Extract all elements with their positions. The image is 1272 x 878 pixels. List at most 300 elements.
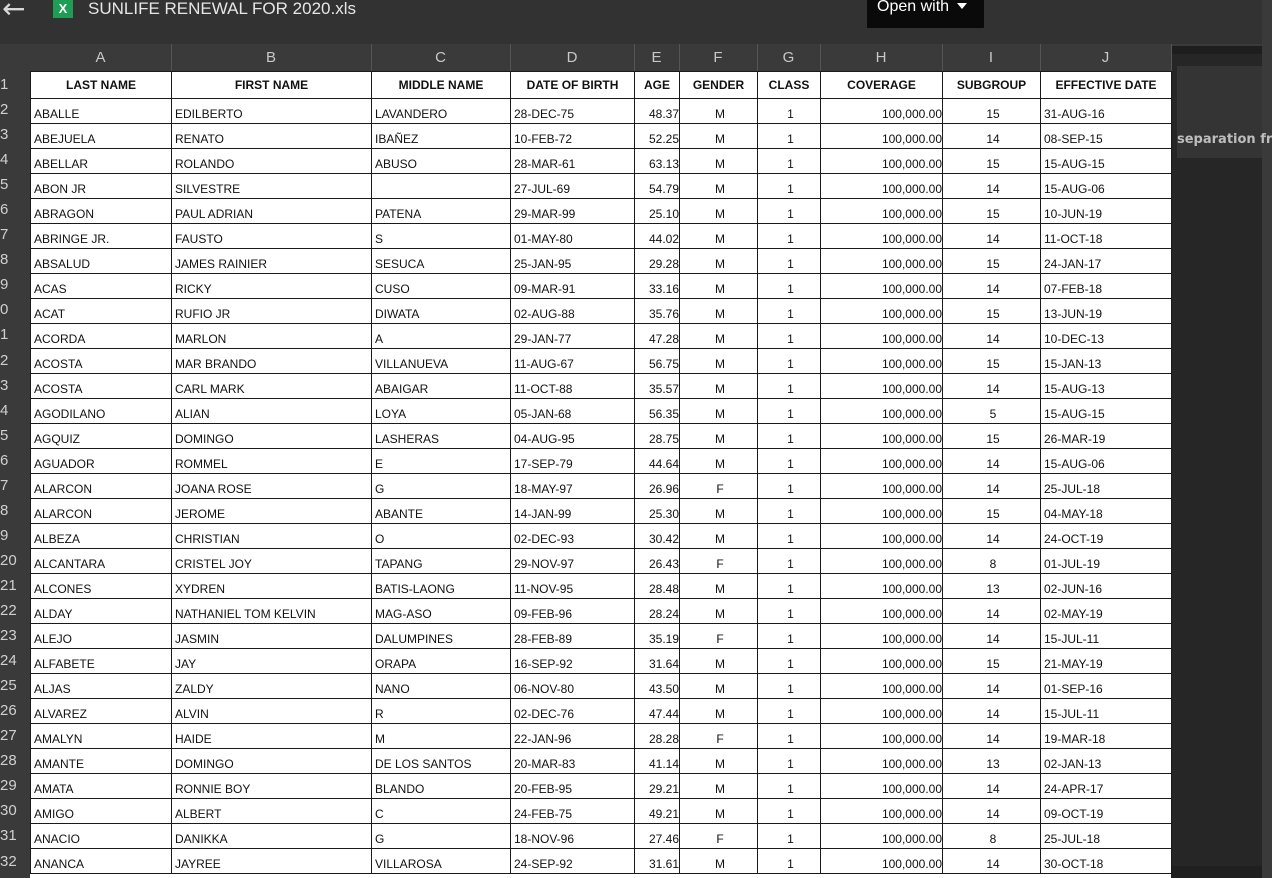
table-cell[interactable]: CUSO bbox=[372, 274, 511, 299]
row-number[interactable]: 24 bbox=[0, 652, 17, 670]
table-cell[interactable]: R bbox=[372, 699, 511, 724]
table-cell[interactable]: 15-AUG-06 bbox=[1041, 449, 1172, 474]
table-cell[interactable]: 100,000.00 bbox=[821, 549, 943, 574]
table-cell[interactable]: 10-JUN-19 bbox=[1041, 199, 1172, 224]
table-cell[interactable]: RONNIE BOY bbox=[172, 774, 372, 799]
table-cell[interactable]: 06-NOV-80 bbox=[511, 674, 635, 699]
table-cell[interactable]: 1 bbox=[758, 674, 821, 699]
table-cell[interactable]: LOYA bbox=[372, 399, 511, 424]
table-cell[interactable]: 29-MAR-99 bbox=[511, 199, 635, 224]
table-cell[interactable]: ANANCA bbox=[31, 849, 172, 874]
table-cell[interactable]: 25-JUL-18 bbox=[1041, 824, 1172, 849]
table-cell[interactable]: M bbox=[680, 524, 758, 549]
row-number[interactable]: 7 bbox=[0, 226, 9, 244]
table-cell[interactable]: ALVAREZ bbox=[31, 699, 172, 724]
table-cell[interactable]: 31.61 bbox=[635, 849, 680, 874]
table-cell[interactable]: ABEJUELA bbox=[31, 124, 172, 149]
table-cell[interactable]: 100,000.00 bbox=[821, 174, 943, 199]
table-cell[interactable]: 14 bbox=[943, 674, 1041, 699]
table-cell[interactable]: 100,000.00 bbox=[821, 449, 943, 474]
table-cell[interactable]: 17-SEP-79 bbox=[511, 449, 635, 474]
table-cell[interactable]: 63.13 bbox=[635, 149, 680, 174]
table-cell[interactable]: 02-DEC-93 bbox=[511, 524, 635, 549]
table-cell[interactable]: 20-MAR-83 bbox=[511, 749, 635, 774]
table-cell[interactable]: 15 bbox=[943, 199, 1041, 224]
table-cell[interactable]: JOANA ROSE bbox=[172, 474, 372, 499]
table-cell[interactable]: 1 bbox=[758, 299, 821, 324]
row-number[interactable]: 31 bbox=[0, 827, 17, 845]
table-cell[interactable]: 29.21 bbox=[635, 774, 680, 799]
table-cell[interactable]: 02-JAN-13 bbox=[1041, 749, 1172, 774]
table-cell[interactable]: DE LOS SANTOS bbox=[372, 749, 511, 774]
table-cell[interactable]: VILLAROSA bbox=[372, 849, 511, 874]
table-cell[interactable]: ACAS bbox=[31, 274, 172, 299]
table-cell[interactable]: 1 bbox=[758, 824, 821, 849]
table-cell[interactable]: 16-SEP-92 bbox=[511, 649, 635, 674]
table-cell[interactable]: ORAPA bbox=[372, 649, 511, 674]
table-cell[interactable]: F bbox=[680, 824, 758, 849]
row-number[interactable]: 0 bbox=[0, 301, 9, 319]
table-cell[interactable]: M bbox=[680, 149, 758, 174]
table-cell[interactable]: 1 bbox=[758, 249, 821, 274]
table-cell[interactable]: MAG-ASO bbox=[372, 599, 511, 624]
table-cell[interactable]: 24-OCT-19 bbox=[1041, 524, 1172, 549]
column-letter[interactable]: G bbox=[757, 44, 821, 71]
table-cell[interactable]: DALUMPINES bbox=[372, 624, 511, 649]
table-cell[interactable]: 19-MAR-18 bbox=[1041, 724, 1172, 749]
table-cell[interactable]: 1 bbox=[758, 724, 821, 749]
table-cell[interactable]: 35.19 bbox=[635, 624, 680, 649]
table-cell[interactable]: 15-AUG-15 bbox=[1041, 149, 1172, 174]
column-letter[interactable]: H bbox=[820, 44, 943, 71]
table-cell[interactable]: 22-JAN-96 bbox=[511, 724, 635, 749]
column-letter[interactable]: A bbox=[30, 44, 172, 71]
table-cell[interactable]: 11-AUG-67 bbox=[511, 349, 635, 374]
table-cell[interactable]: CRISTEL JOY bbox=[172, 549, 372, 574]
table-cell[interactable]: M bbox=[680, 99, 758, 124]
table-cell[interactable]: JEROME bbox=[172, 499, 372, 524]
table-cell[interactable]: ABUSO bbox=[372, 149, 511, 174]
table-cell[interactable]: 11-OCT-18 bbox=[1041, 224, 1172, 249]
table-cell[interactable]: XYDREN bbox=[172, 574, 372, 599]
table-cell[interactable]: 47.44 bbox=[635, 699, 680, 724]
table-cell[interactable]: ALFABETE bbox=[31, 649, 172, 674]
table-cell[interactable]: 28-FEB-89 bbox=[511, 624, 635, 649]
table-cell[interactable]: 14 bbox=[943, 724, 1041, 749]
table-cell[interactable]: ABALLE bbox=[31, 99, 172, 124]
table-cell[interactable]: DOMINGO bbox=[172, 749, 372, 774]
row-number[interactable]: 9 bbox=[0, 276, 9, 294]
table-cell[interactable]: 54.79 bbox=[635, 174, 680, 199]
table-cell[interactable]: ALARCON bbox=[31, 499, 172, 524]
table-cell[interactable]: 14 bbox=[943, 774, 1041, 799]
table-cell[interactable]: 100,000.00 bbox=[821, 524, 943, 549]
column-letter[interactable]: F bbox=[679, 44, 758, 71]
table-cell[interactable]: 56.35 bbox=[635, 399, 680, 424]
table-cell[interactable]: 15-JAN-13 bbox=[1041, 349, 1172, 374]
table-cell[interactable]: 100,000.00 bbox=[821, 499, 943, 524]
table-cell[interactable]: 1 bbox=[758, 374, 821, 399]
table-cell[interactable]: 11-OCT-88 bbox=[511, 374, 635, 399]
table-cell[interactable]: SESUCA bbox=[372, 249, 511, 274]
table-cell[interactable]: 26.96 bbox=[635, 474, 680, 499]
table-cell[interactable]: JAY bbox=[172, 649, 372, 674]
table-cell[interactable]: 1 bbox=[758, 124, 821, 149]
table-cell[interactable]: 100,000.00 bbox=[821, 724, 943, 749]
table-cell[interactable]: 15 bbox=[943, 149, 1041, 174]
table-cell[interactable]: 5 bbox=[943, 399, 1041, 424]
column-letter[interactable]: D bbox=[510, 44, 635, 71]
table-cell[interactable]: 1 bbox=[758, 624, 821, 649]
table-cell[interactable]: 15 bbox=[943, 249, 1041, 274]
row-number[interactable]: 3 bbox=[0, 376, 9, 394]
table-cell[interactable]: 49.21 bbox=[635, 799, 680, 824]
table-cell[interactable]: 100,000.00 bbox=[821, 399, 943, 424]
table-cell[interactable]: M bbox=[680, 849, 758, 874]
table-cell[interactable]: 18-MAY-97 bbox=[511, 474, 635, 499]
table-cell[interactable]: ABON JR bbox=[31, 174, 172, 199]
table-cell[interactable]: 30.42 bbox=[635, 524, 680, 549]
table-cell[interactable]: 48.37 bbox=[635, 99, 680, 124]
table-cell[interactable]: 24-SEP-92 bbox=[511, 849, 635, 874]
table-cell[interactable]: 100,000.00 bbox=[821, 424, 943, 449]
row-number[interactable]: 21 bbox=[0, 576, 17, 594]
table-cell[interactable]: ACOSTA bbox=[31, 349, 172, 374]
column-letter[interactable]: J bbox=[1040, 44, 1172, 71]
table-cell[interactable]: M bbox=[680, 774, 758, 799]
table-cell[interactable]: 09-OCT-19 bbox=[1041, 799, 1172, 824]
table-cell[interactable]: G bbox=[372, 474, 511, 499]
table-cell[interactable]: 1 bbox=[758, 574, 821, 599]
table-cell[interactable]: 35.57 bbox=[635, 374, 680, 399]
table-cell[interactable]: M bbox=[680, 399, 758, 424]
table-cell[interactable]: FAUSTO bbox=[172, 224, 372, 249]
table-cell[interactable]: ROLANDO bbox=[172, 149, 372, 174]
table-cell[interactable]: 28-DEC-75 bbox=[511, 99, 635, 124]
table-cell[interactable]: 24-APR-17 bbox=[1041, 774, 1172, 799]
row-number[interactable]: 5 bbox=[0, 176, 9, 194]
table-cell[interactable]: 14 bbox=[943, 449, 1041, 474]
table-cell[interactable]: 01-JUL-19 bbox=[1041, 549, 1172, 574]
table-cell[interactable]: ABRAGON bbox=[31, 199, 172, 224]
table-cell[interactable]: 1 bbox=[758, 599, 821, 624]
table-cell[interactable]: 09-MAR-91 bbox=[511, 274, 635, 299]
table-cell[interactable]: 15 bbox=[943, 99, 1041, 124]
table-cell[interactable]: ALARCON bbox=[31, 474, 172, 499]
row-number[interactable]: 32 bbox=[0, 852, 17, 870]
table-cell[interactable]: AMIGO bbox=[31, 799, 172, 824]
table-cell[interactable]: 28.24 bbox=[635, 599, 680, 624]
table-cell[interactable]: ALJAS bbox=[31, 674, 172, 699]
row-number[interactable]: 6 bbox=[0, 451, 9, 469]
row-number[interactable]: 6 bbox=[0, 201, 9, 219]
table-cell[interactable]: 1 bbox=[758, 349, 821, 374]
row-number[interactable]: 2 bbox=[0, 101, 9, 118]
row-number[interactable]: 1 bbox=[0, 326, 9, 344]
column-letter[interactable]: C bbox=[371, 44, 511, 71]
table-cell[interactable]: ALBEZA bbox=[31, 524, 172, 549]
table-cell[interactable]: 04-AUG-95 bbox=[511, 424, 635, 449]
table-cell[interactable]: 29.28 bbox=[635, 249, 680, 274]
table-cell[interactable]: ALDAY bbox=[31, 599, 172, 624]
table-cell[interactable]: M bbox=[680, 799, 758, 824]
table-cell[interactable]: CARL MARK bbox=[172, 374, 372, 399]
table-cell[interactable]: 31.64 bbox=[635, 649, 680, 674]
table-cell[interactable]: M bbox=[680, 199, 758, 224]
table-cell[interactable]: G bbox=[372, 824, 511, 849]
table-cell[interactable]: 15 bbox=[943, 299, 1041, 324]
table-cell[interactable]: 1 bbox=[758, 149, 821, 174]
table-cell[interactable]: 1 bbox=[758, 749, 821, 774]
table-cell[interactable]: F bbox=[680, 474, 758, 499]
table-cell[interactable]: 1 bbox=[758, 524, 821, 549]
table-cell[interactable]: AGQUIZ bbox=[31, 424, 172, 449]
column-letter[interactable]: E bbox=[634, 44, 680, 71]
table-cell[interactable]: 100,000.00 bbox=[821, 849, 943, 874]
table-cell[interactable]: C bbox=[372, 799, 511, 824]
table-cell[interactable]: AMALYN bbox=[31, 724, 172, 749]
table-cell[interactable]: 13 bbox=[943, 574, 1041, 599]
table-cell[interactable]: 100,000.00 bbox=[821, 324, 943, 349]
row-number[interactable]: 25 bbox=[0, 677, 17, 695]
table-cell[interactable]: ABAIGAR bbox=[372, 374, 511, 399]
table-cell[interactable]: 1 bbox=[758, 774, 821, 799]
table-cell[interactable]: 14-JAN-99 bbox=[511, 499, 635, 524]
row-number[interactable]: 4 bbox=[0, 151, 9, 169]
table-cell[interactable]: 04-MAY-18 bbox=[1041, 499, 1172, 524]
table-cell[interactable]: 35.76 bbox=[635, 299, 680, 324]
table-cell[interactable]: 28.48 bbox=[635, 574, 680, 599]
table-cell[interactable]: S bbox=[372, 224, 511, 249]
table-cell[interactable]: PATENA bbox=[372, 199, 511, 224]
table-cell[interactable]: 52.25 bbox=[635, 124, 680, 149]
table-cell[interactable]: 100,000.00 bbox=[821, 374, 943, 399]
table-cell[interactable]: M bbox=[680, 424, 758, 449]
table-cell[interactable]: 28.28 bbox=[635, 724, 680, 749]
table-cell[interactable]: 100,000.00 bbox=[821, 349, 943, 374]
table-cell[interactable]: 14 bbox=[943, 174, 1041, 199]
table-cell[interactable]: 100,000.00 bbox=[821, 799, 943, 824]
table-cell[interactable]: 14 bbox=[943, 124, 1041, 149]
table-cell[interactable]: BATIS-LAONG bbox=[372, 574, 511, 599]
table-cell[interactable]: ACAT bbox=[31, 299, 172, 324]
table-cell[interactable]: 18-NOV-96 bbox=[511, 824, 635, 849]
table-cell[interactable]: 13-JUN-19 bbox=[1041, 299, 1172, 324]
table-cell[interactable]: 21-MAY-19 bbox=[1041, 649, 1172, 674]
table-cell[interactable]: 1 bbox=[758, 399, 821, 424]
table-cell[interactable]: 15 bbox=[943, 649, 1041, 674]
table-cell[interactable]: ZALDY bbox=[172, 674, 372, 699]
table-cell[interactable]: 14 bbox=[943, 474, 1041, 499]
column-letter[interactable]: I bbox=[942, 44, 1041, 71]
table-cell[interactable]: 1 bbox=[758, 449, 821, 474]
table-cell[interactable]: F bbox=[680, 724, 758, 749]
table-cell[interactable]: 1 bbox=[758, 224, 821, 249]
table-cell[interactable]: LASHERAS bbox=[372, 424, 511, 449]
table-cell[interactable]: 28-MAR-61 bbox=[511, 149, 635, 174]
table-cell[interactable]: DANIKKA bbox=[172, 824, 372, 849]
row-number[interactable]: 7 bbox=[0, 476, 9, 494]
table-cell[interactable]: 09-FEB-96 bbox=[511, 599, 635, 624]
table-cell[interactable]: 100,000.00 bbox=[821, 749, 943, 774]
table-cell[interactable]: 13 bbox=[943, 749, 1041, 774]
table-cell[interactable]: M bbox=[680, 174, 758, 199]
table-cell[interactable]: 100,000.00 bbox=[821, 624, 943, 649]
table-cell[interactable]: 14 bbox=[943, 799, 1041, 824]
table-cell[interactable]: M bbox=[680, 299, 758, 324]
row-number[interactable]: 22 bbox=[0, 602, 17, 619]
row-number[interactable]: 5 bbox=[0, 426, 9, 444]
table-cell[interactable]: 15 bbox=[943, 349, 1041, 374]
table-cell[interactable]: 100,000.00 bbox=[821, 149, 943, 174]
table-cell[interactable]: ALBERT bbox=[172, 799, 372, 824]
table-cell[interactable]: 100,000.00 bbox=[821, 599, 943, 624]
table-cell[interactable]: 100,000.00 bbox=[821, 224, 943, 249]
table-cell[interactable]: M bbox=[680, 249, 758, 274]
table-cell[interactable]: 02-DEC-76 bbox=[511, 699, 635, 724]
table-cell[interactable]: 10-DEC-13 bbox=[1041, 324, 1172, 349]
table-cell[interactable]: MAR BRANDO bbox=[172, 349, 372, 374]
table-cell[interactable]: 1 bbox=[758, 849, 821, 874]
table-cell[interactable]: 15 bbox=[943, 499, 1041, 524]
table-cell[interactable] bbox=[372, 174, 511, 199]
table-cell[interactable]: RUFIO JR bbox=[172, 299, 372, 324]
table-cell[interactable]: 14 bbox=[943, 849, 1041, 874]
table-cell[interactable]: 29-JAN-77 bbox=[511, 324, 635, 349]
table-cell[interactable]: 1 bbox=[758, 649, 821, 674]
table-cell[interactable]: 100,000.00 bbox=[821, 299, 943, 324]
table-cell[interactable]: JAMES RAINIER bbox=[172, 249, 372, 274]
table-cell[interactable]: 100,000.00 bbox=[821, 474, 943, 499]
table-cell[interactable]: 100,000.00 bbox=[821, 124, 943, 149]
open-with-button[interactable] bbox=[867, 0, 984, 28]
table-cell[interactable]: M bbox=[680, 574, 758, 599]
table-cell[interactable]: M bbox=[680, 124, 758, 149]
table-cell[interactable]: ALCONES bbox=[31, 574, 172, 599]
table-cell[interactable]: 100,000.00 bbox=[821, 199, 943, 224]
table-cell[interactable]: AGODILANO bbox=[31, 399, 172, 424]
table-cell[interactable]: M bbox=[680, 599, 758, 624]
table-cell[interactable]: M bbox=[680, 649, 758, 674]
table-cell[interactable]: LAVANDERO bbox=[372, 99, 511, 124]
table-cell[interactable]: 15-JUL-11 bbox=[1041, 624, 1172, 649]
table-cell[interactable]: 10-FEB-72 bbox=[511, 124, 635, 149]
table-cell[interactable]: 1 bbox=[758, 474, 821, 499]
table-cell[interactable]: 02-AUG-88 bbox=[511, 299, 635, 324]
table-cell[interactable]: M bbox=[680, 274, 758, 299]
table-cell[interactable]: O bbox=[372, 524, 511, 549]
table-cell[interactable]: 100,000.00 bbox=[821, 699, 943, 724]
table-cell[interactable]: 56.75 bbox=[635, 349, 680, 374]
table-cell[interactable]: TAPANG bbox=[372, 549, 511, 574]
table-cell[interactable]: 44.64 bbox=[635, 449, 680, 474]
table-cell[interactable]: 14 bbox=[943, 624, 1041, 649]
table-cell[interactable]: 29-NOV-97 bbox=[511, 549, 635, 574]
row-number[interactable]: 8 bbox=[0, 251, 9, 269]
row-number[interactable]: 23 bbox=[0, 627, 17, 645]
table-cell[interactable]: 100,000.00 bbox=[821, 274, 943, 299]
table-cell[interactable]: IBAÑEZ bbox=[372, 124, 511, 149]
table-cell[interactable]: 43.50 bbox=[635, 674, 680, 699]
table-cell[interactable]: 01-SEP-16 bbox=[1041, 674, 1172, 699]
table-cell[interactable]: NATHANIEL TOM KELVIN bbox=[172, 599, 372, 624]
table-cell[interactable]: 1 bbox=[758, 424, 821, 449]
table-cell[interactable]: M bbox=[372, 724, 511, 749]
table-cell[interactable]: 14 bbox=[943, 324, 1041, 349]
table-cell[interactable]: 14 bbox=[943, 224, 1041, 249]
table-cell[interactable]: ABRINGE JR. bbox=[31, 224, 172, 249]
table-cell[interactable]: M bbox=[680, 699, 758, 724]
table-cell[interactable]: M bbox=[680, 674, 758, 699]
table-cell[interactable]: VILLANUEVA bbox=[372, 349, 511, 374]
table-cell[interactable]: 24-JAN-17 bbox=[1041, 249, 1172, 274]
table-cell[interactable]: NANO bbox=[372, 674, 511, 699]
arrow-left-icon[interactable]: ← bbox=[2, 0, 26, 25]
table-cell[interactable]: 15-AUG-13 bbox=[1041, 374, 1172, 399]
table-cell[interactable]: 27-JUL-69 bbox=[511, 174, 635, 199]
table-cell[interactable]: 25.10 bbox=[635, 199, 680, 224]
table-cell[interactable]: AMATA bbox=[31, 774, 172, 799]
table-cell[interactable]: 15-JUL-11 bbox=[1041, 699, 1172, 724]
table-cell[interactable]: 100,000.00 bbox=[821, 99, 943, 124]
table-cell[interactable]: 14 bbox=[943, 599, 1041, 624]
table-cell[interactable]: 11-NOV-95 bbox=[511, 574, 635, 599]
table-cell[interactable]: 14 bbox=[943, 524, 1041, 549]
row-number[interactable]: 4 bbox=[0, 401, 9, 419]
table-cell[interactable]: ABANTE bbox=[372, 499, 511, 524]
table-cell[interactable]: 1 bbox=[758, 199, 821, 224]
table-cell[interactable]: 100,000.00 bbox=[821, 649, 943, 674]
table-cell[interactable]: M bbox=[680, 749, 758, 774]
table-cell[interactable]: 15-AUG-06 bbox=[1041, 174, 1172, 199]
table-cell[interactable]: 31-AUG-16 bbox=[1041, 99, 1172, 124]
table-cell[interactable]: M bbox=[680, 374, 758, 399]
table-cell[interactable]: 1 bbox=[758, 699, 821, 724]
table-cell[interactable]: 100,000.00 bbox=[821, 674, 943, 699]
table-cell[interactable]: 08-SEP-15 bbox=[1041, 124, 1172, 149]
table-cell[interactable]: JASMIN bbox=[172, 624, 372, 649]
table-cell[interactable]: HAIDE bbox=[172, 724, 372, 749]
table-cell[interactable]: 100,000.00 bbox=[821, 249, 943, 274]
table-cell[interactable]: 07-FEB-18 bbox=[1041, 274, 1172, 299]
table-cell[interactable]: 14 bbox=[943, 274, 1041, 299]
table-cell[interactable]: 1 bbox=[758, 499, 821, 524]
table-cell[interactable]: AGUADOR bbox=[31, 449, 172, 474]
table-cell[interactable]: JAYREE bbox=[172, 849, 372, 874]
table-cell[interactable]: 02-MAY-19 bbox=[1041, 599, 1172, 624]
table-cell[interactable]: 02-JUN-16 bbox=[1041, 574, 1172, 599]
table-cell[interactable]: 15 bbox=[943, 424, 1041, 449]
row-number[interactable]: 26 bbox=[0, 702, 17, 720]
row-number[interactable]: 9 bbox=[0, 526, 9, 544]
table-cell[interactable]: 14 bbox=[943, 374, 1041, 399]
row-number[interactable]: 8 bbox=[0, 501, 9, 519]
table-cell[interactable]: ALVIN bbox=[172, 699, 372, 724]
table-cell[interactable]: F bbox=[680, 549, 758, 574]
table-cell[interactable]: 1 bbox=[758, 174, 821, 199]
table-cell[interactable]: 25-JAN-95 bbox=[511, 249, 635, 274]
row-number[interactable]: 1 bbox=[0, 76, 9, 93]
row-number[interactable]: 29 bbox=[0, 777, 17, 795]
table-cell[interactable]: EDILBERTO bbox=[172, 99, 372, 124]
table-cell[interactable]: 25-JUL-18 bbox=[1041, 474, 1172, 499]
table-cell[interactable]: 25.30 bbox=[635, 499, 680, 524]
table-cell[interactable]: 27.46 bbox=[635, 824, 680, 849]
table-cell[interactable]: 26.43 bbox=[635, 549, 680, 574]
table-cell[interactable]: DIWATA bbox=[372, 299, 511, 324]
table-cell[interactable]: 33.16 bbox=[635, 274, 680, 299]
table-cell[interactable]: 01-MAY-80 bbox=[511, 224, 635, 249]
